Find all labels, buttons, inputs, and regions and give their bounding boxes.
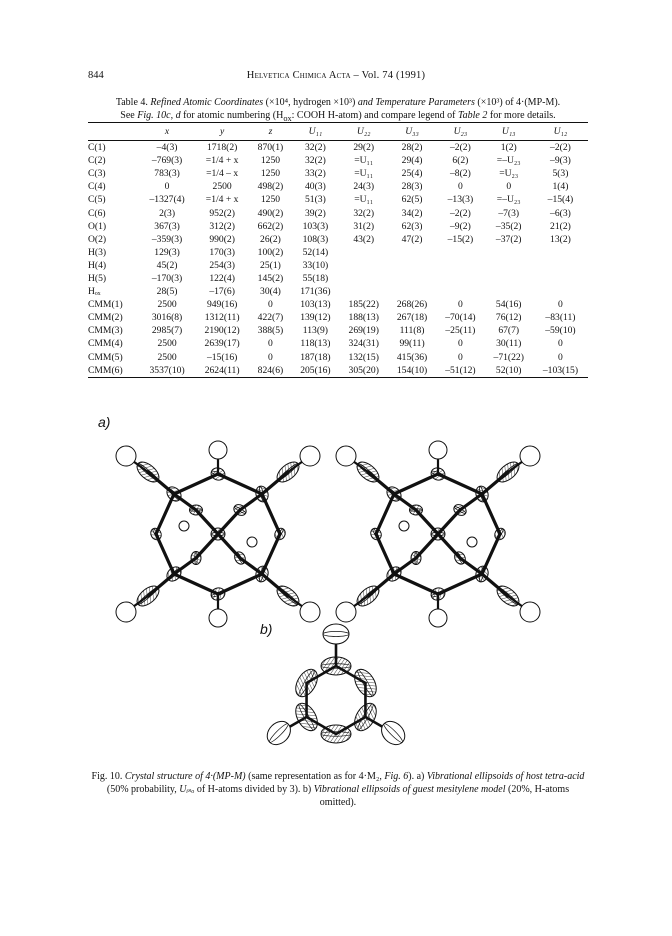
table-cell: =1/4 + x xyxy=(205,155,239,167)
table-cell: 783(3) xyxy=(154,168,180,180)
table-cell: 3016(8) xyxy=(151,312,183,324)
table-cell: –9(2) xyxy=(449,220,471,232)
hydrogen-atom xyxy=(116,446,136,466)
table-cell: –15(2) xyxy=(447,233,474,245)
table-cell: 103(3) xyxy=(302,220,329,232)
table-cell: 103(13) xyxy=(300,299,331,311)
table-cell: 13(2) xyxy=(550,233,571,245)
table-cell: 118(13) xyxy=(300,338,331,350)
table-cell: 111(8) xyxy=(399,325,425,337)
table-cell: 139(12) xyxy=(300,312,331,324)
atom-ellipsoid xyxy=(273,526,288,541)
table-cell: 6(2) xyxy=(452,155,469,167)
table-cell: 2(3) xyxy=(159,207,176,219)
table-cell: 268(26) xyxy=(396,299,428,311)
hydrogen-atom xyxy=(179,521,189,531)
bond xyxy=(174,574,218,594)
table-cell: 0 xyxy=(457,338,463,350)
table-cell: 30(11) xyxy=(496,338,522,350)
atom-ellipsoid xyxy=(377,717,410,750)
table-cell: 32(2) xyxy=(305,155,326,167)
atom-label-cell: C(1) xyxy=(88,142,106,154)
atom-ellipsoid xyxy=(431,528,445,540)
atom-label-cell: CMM(4) xyxy=(88,338,123,350)
table-cell: –59(10) xyxy=(545,325,576,337)
table-cell: 25(4) xyxy=(401,168,423,180)
column-header: U₁₃ xyxy=(485,123,533,141)
table-cell: 54(16) xyxy=(495,299,522,311)
atom-label-cell: C(4) xyxy=(88,181,106,193)
table-cell: 415(36) xyxy=(396,351,428,363)
hydrogen-atom xyxy=(336,602,356,622)
column-header: U₂₂ xyxy=(340,123,388,141)
table-cell: 0 xyxy=(457,299,463,311)
table-cell: =U₂₃ xyxy=(499,168,519,180)
table-cell: 990(2) xyxy=(209,233,235,245)
atom-ellipsoid xyxy=(411,552,421,565)
atom-label-cell: O(1) xyxy=(88,220,107,232)
table-cell: 24(3) xyxy=(353,181,375,193)
atom-label-cell: H(4) xyxy=(88,259,107,271)
table-cell: 100(2) xyxy=(257,246,284,258)
table-cell: =1/4 – x xyxy=(206,168,239,180)
table-cell: 1(4) xyxy=(552,181,569,193)
table-cell: 0 xyxy=(457,351,463,363)
table-cell: 0 xyxy=(558,299,563,311)
atom-ellipsoid xyxy=(429,586,446,602)
bond xyxy=(394,474,438,494)
table-cell: 171(36) xyxy=(300,286,331,298)
guest-mesitylene-model xyxy=(263,624,410,749)
fig-caption-p3: (50% probability, xyxy=(106,784,180,795)
table-cell: 2500 xyxy=(157,338,177,350)
atom-ellipsoid xyxy=(321,657,351,675)
fig-caption-p1: (same representation as for 4·M₂, xyxy=(245,771,385,782)
atom-ellipsoid xyxy=(321,725,351,743)
atom-label-cell: CMM(6) xyxy=(88,364,140,378)
table-cell: 45(2) xyxy=(156,259,178,271)
table-cell: 269(19) xyxy=(348,325,379,337)
table-cell: 33(10) xyxy=(302,259,329,271)
table-cell: 1250 xyxy=(260,194,281,206)
host-molecule-view-right xyxy=(336,441,540,627)
table-cell: –9(3) xyxy=(550,155,571,167)
table-cell: 0 xyxy=(164,181,170,193)
table-cell: 312(2) xyxy=(209,220,235,232)
table-cell: 498(2) xyxy=(257,181,284,193)
table-cell: 26(2) xyxy=(260,233,281,245)
table-cell: 51(3) xyxy=(305,194,326,206)
fig-caption-b: Vibrational ellipsoids of guest mesitylene model xyxy=(313,784,506,795)
column-header: x xyxy=(140,123,195,141)
atom-ellipsoid xyxy=(350,666,381,701)
table-cell: –15(4) xyxy=(547,194,574,206)
table-cell: 5(3) xyxy=(552,168,569,180)
table-cell: 108(3) xyxy=(302,233,329,245)
table-cell: 113(9) xyxy=(302,325,329,337)
table-cell: =U₁₁ xyxy=(354,155,374,167)
table-cell: 2624(11) xyxy=(195,364,250,378)
table-cell: 52(14) xyxy=(302,246,329,258)
table-cell: 2985(7) xyxy=(151,325,183,337)
table-cell: –15(16) xyxy=(206,351,238,363)
table-caption-fig-ref: Fig. 10c, d xyxy=(137,110,181,121)
atom-ellipsoid xyxy=(291,700,322,735)
table-caption-sub: ox xyxy=(283,114,292,123)
atom-ellipsoid xyxy=(410,505,423,515)
table-cell: 2500 xyxy=(157,351,177,363)
table-cell: 870(1) xyxy=(257,142,284,154)
table-cell: 47(2) xyxy=(401,233,423,245)
table-cell: 132(15) xyxy=(348,351,379,363)
table-caption-title: Refined Atomic Coordinates xyxy=(150,97,264,108)
fig-caption-uiso: Uᵢₛₒ xyxy=(179,784,195,795)
table-cell: –1327(4) xyxy=(149,194,185,206)
column-header: y xyxy=(195,123,250,141)
figure-caption xyxy=(88,770,588,809)
table-cell: 43(2) xyxy=(353,233,375,245)
column-header: U₁₂ xyxy=(533,123,588,141)
table-cell: 2500 xyxy=(157,299,177,311)
table-cell: 0 xyxy=(558,351,563,363)
table-cell: –170(3) xyxy=(151,272,183,284)
table-cell: 662(2) xyxy=(257,220,284,232)
atom-label-cell: CMM(2) xyxy=(88,312,123,324)
table-cell: 952(2) xyxy=(209,207,235,219)
table-cell: –83(11) xyxy=(545,312,576,324)
table-caption-line2-c: : COOH H-atom) and compare legend of xyxy=(291,110,458,121)
hydrogen-atom xyxy=(336,446,356,466)
atom-ellipsoid xyxy=(350,700,381,735)
table-cell: 490(2) xyxy=(257,207,284,219)
table-cell: 2639(17) xyxy=(204,338,240,350)
table-cell: 33(2) xyxy=(305,168,326,180)
table-cell: –769(3) xyxy=(151,155,183,167)
table-cell: 0 xyxy=(506,181,512,193)
table-cell: 52(10) xyxy=(485,364,533,378)
table-cell: 267(18) xyxy=(396,312,428,324)
table-cell: –70(14) xyxy=(445,312,476,324)
table-cell: 154(10) xyxy=(388,364,436,378)
table-caption-rest: (×10⁴, hydrogen ×10³) xyxy=(263,97,358,108)
atom-ellipsoid xyxy=(493,526,508,541)
table-cell: 367(3) xyxy=(154,220,180,232)
table-cell: 388(5) xyxy=(257,325,284,337)
atom-ellipsoid xyxy=(211,528,225,540)
atom-ellipsoid xyxy=(369,526,384,541)
table-cell: 170(3) xyxy=(209,246,235,258)
table-cell: 1250 xyxy=(260,155,281,167)
hydrogen-atom xyxy=(209,609,227,627)
table-cell: 30(4) xyxy=(260,286,281,298)
table-cell: –2(2) xyxy=(449,142,471,154)
table-cell: 40(3) xyxy=(305,181,326,193)
table-cell: 949(16) xyxy=(206,299,238,311)
hydrogen-atom xyxy=(429,441,447,459)
table-cell: 305(20) xyxy=(340,364,388,378)
host-molecule-view-left xyxy=(116,441,320,627)
table-caption-tail: (×10³) of 4·(MP-M). xyxy=(474,97,561,108)
table-cell: 39(2) xyxy=(305,207,326,219)
table-cell: 187(18) xyxy=(300,351,331,363)
table-caption-label: Table 4. xyxy=(115,97,151,108)
atom-label-cell: CMM(1) xyxy=(88,299,123,311)
table-cell: 32(2) xyxy=(305,142,326,154)
table-cell: =–U₂₃ xyxy=(496,194,521,206)
table-cell: 0 xyxy=(558,338,563,350)
table-cell: 28(5) xyxy=(156,286,178,298)
table-cell: 1718(2) xyxy=(206,142,238,154)
table-cell: 1250 xyxy=(260,168,281,180)
column-header: U₁₁ xyxy=(291,123,339,141)
atom-label-cell: CMM(3) xyxy=(88,325,123,337)
table-cell: 76(12) xyxy=(495,312,522,324)
table-cell: 25(1) xyxy=(260,259,281,271)
bond xyxy=(174,474,218,494)
table-cell: –17(6) xyxy=(209,286,235,298)
hydrogen-atom xyxy=(467,537,477,547)
table-cell: =–U₂₃ xyxy=(496,155,521,167)
table-caption-table-ref: Table 2 xyxy=(458,110,488,121)
atom-ellipsoid xyxy=(323,624,349,644)
table-cell: 0 xyxy=(268,338,273,350)
table-cell: 1(2) xyxy=(500,142,517,154)
table-cell: 2190(12) xyxy=(204,325,240,337)
atom-label-cell: H(3) xyxy=(88,246,107,258)
fig-caption-fig6: Fig. 6 xyxy=(384,771,409,782)
hydrogen-atom xyxy=(429,609,447,627)
table-cell: –2(2) xyxy=(449,207,471,219)
table-cell: 1312(11) xyxy=(204,312,240,324)
table-cell: 34(2) xyxy=(401,207,423,219)
table-cell: 3537(10) xyxy=(140,364,195,378)
atom-ellipsoid xyxy=(209,586,226,602)
atom-ellipsoid xyxy=(291,666,322,701)
table-cell: 254(3) xyxy=(209,259,235,271)
table-cell: –6(3) xyxy=(550,207,571,219)
table-cell: =1/4 + x xyxy=(205,194,239,206)
fig-caption-p5: (20%, H-atoms omitted). xyxy=(319,784,570,808)
atom-ellipsoid xyxy=(263,717,296,750)
table-cell: –51(12) xyxy=(436,364,484,378)
hydrogen-atom xyxy=(209,441,227,459)
panel-a-label: a) xyxy=(98,414,111,430)
table-cell: 32(2) xyxy=(353,207,375,219)
table-caption-line2-b: for atomic numbering (H xyxy=(180,110,284,121)
table-cell: 129(3) xyxy=(154,246,180,258)
atom-ellipsoid xyxy=(149,526,164,541)
column-header: U₂₃ xyxy=(436,123,484,141)
fig-caption-label: Fig. 10. xyxy=(91,771,125,782)
table-cell: –35(2) xyxy=(495,220,522,232)
table-cell: 0 xyxy=(457,181,463,193)
table-cell: –8(2) xyxy=(449,168,471,180)
hydrogen-atom xyxy=(116,602,136,622)
table-cell: 0 xyxy=(268,351,273,363)
table-cell: 0 xyxy=(268,299,273,311)
table-cell: 62(3) xyxy=(401,220,423,232)
table-cell: 2500 xyxy=(212,181,232,193)
table-cell: 824(6) xyxy=(250,364,292,378)
table-cell: –2(2) xyxy=(550,142,571,154)
table-cell: 122(4) xyxy=(209,272,235,284)
column-header: U₃₃ xyxy=(388,123,436,141)
fig-caption-p2: ). a) xyxy=(408,771,427,782)
table-cell: 29(4) xyxy=(401,155,423,167)
fig-caption-title: Crystal structure of 4·(MP-M) xyxy=(124,771,246,782)
table-cell: 55(18) xyxy=(302,272,329,284)
table-caption-line2-a: See xyxy=(120,110,138,121)
hydrogen-atom xyxy=(300,602,320,622)
table-cell: 29(2) xyxy=(353,142,375,154)
column-header: z xyxy=(250,123,292,141)
hydrogen-atom xyxy=(247,537,257,547)
atom-label-cell: C(5) xyxy=(88,194,106,206)
fig-caption-a: Vibrational ellipsoids of host tetra-acid xyxy=(426,771,585,782)
table-cell: 28(3) xyxy=(401,181,423,193)
table-cell: =U₁₁ xyxy=(354,194,374,206)
panel-b-label: b) xyxy=(260,621,273,637)
page-number: 844 xyxy=(88,70,104,81)
table-cell: =U₁₁ xyxy=(354,168,374,180)
hydrogen-atom xyxy=(520,602,540,622)
bond xyxy=(394,574,438,594)
table-cell: 62(5) xyxy=(401,194,423,206)
atom-label-cell: C(2) xyxy=(88,155,106,167)
table-cell: 99(11) xyxy=(399,338,425,350)
atom-label-cell: CMM(5) xyxy=(88,351,123,363)
table-cell: 324(31) xyxy=(348,338,379,350)
table-cell: –4(3) xyxy=(156,142,178,154)
table-cell: 31(2) xyxy=(353,220,375,232)
hydrogen-atom xyxy=(300,446,320,466)
table-cell: 67(7) xyxy=(498,325,520,337)
atom-ellipsoid xyxy=(191,552,201,565)
atom-label-cell: C(6) xyxy=(88,207,106,219)
table-caption-and: and Temperature Parameters xyxy=(357,97,475,108)
table-cell: 185(22) xyxy=(348,299,379,311)
table-cell: 205(16) xyxy=(291,364,339,378)
table-caption-line2-d: for more details. xyxy=(487,110,556,121)
atom-ellipsoid xyxy=(209,466,226,482)
table-cell: –359(3) xyxy=(151,233,183,245)
table-cell: 422(7) xyxy=(257,312,284,324)
table-cell: –25(11) xyxy=(445,325,476,337)
table-cell: 145(2) xyxy=(257,272,284,284)
table-cell: –37(2) xyxy=(495,233,522,245)
table-cell: 188(13) xyxy=(348,312,379,324)
table-cell: –13(3) xyxy=(447,194,474,206)
atom-label-cell: O(2) xyxy=(88,233,107,245)
atom-ellipsoid xyxy=(429,466,446,482)
hydrogen-atom xyxy=(399,521,409,531)
table-cell: 21(2) xyxy=(550,220,571,232)
table-cell: 28(2) xyxy=(401,142,423,154)
table-cell: –103(15) xyxy=(533,364,588,378)
atom-label-cell: C(3) xyxy=(88,168,106,180)
table-cell: –71(22) xyxy=(493,351,524,363)
fig-caption-p4: of H-atoms divided by 3). b) xyxy=(194,784,314,795)
atom-label-cell: H(5) xyxy=(88,272,107,284)
volume-year: – Vol. 74 (1991) xyxy=(350,70,426,81)
journal-name: Helvetica Chimica Acta xyxy=(246,70,351,81)
atom-label-cell: Hₒₓ xyxy=(88,286,101,298)
atom-ellipsoid xyxy=(190,505,203,515)
table-cell: –7(3) xyxy=(498,207,520,219)
hydrogen-atom xyxy=(520,446,540,466)
